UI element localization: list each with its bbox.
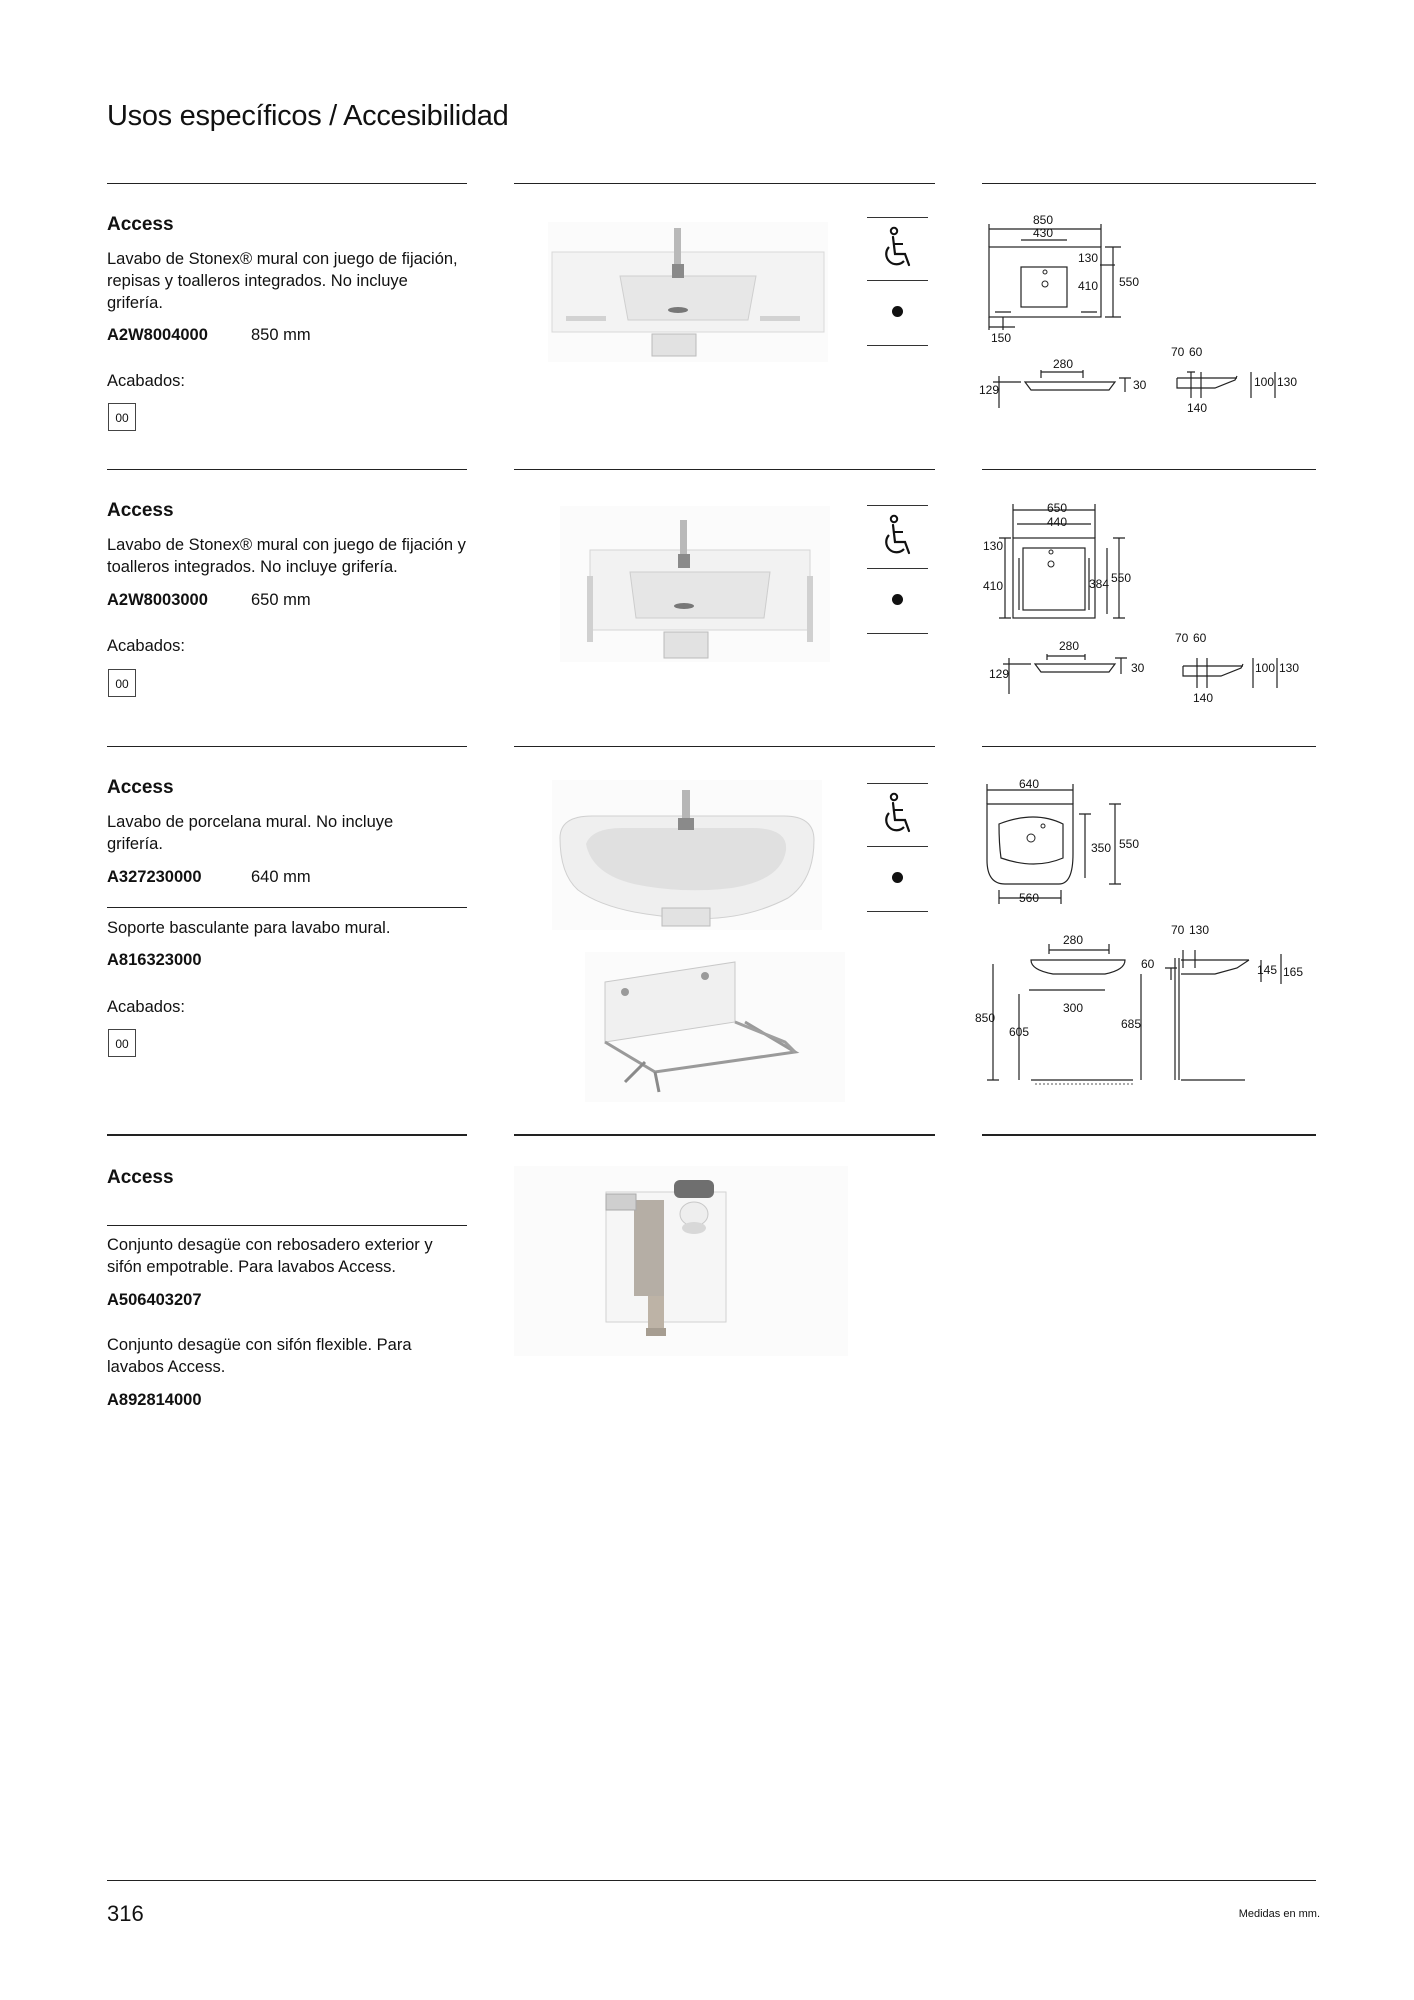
product-photo-basin-850 [548, 222, 828, 362]
dim-label: 129 [989, 667, 1010, 681]
technical-drawing-650 [975, 498, 1315, 708]
footnote: Medidas en mm. [1238, 1908, 1320, 1920]
wheelchair-icon [867, 217, 928, 280]
dim-label: 30 [1133, 378, 1147, 392]
accessory-code: A816323000 [107, 951, 202, 969]
item-divider [107, 1225, 467, 1226]
dim-label: 60 [1141, 957, 1155, 971]
section-divider [982, 746, 1316, 747]
section-divider [107, 183, 467, 184]
item-divider [107, 907, 467, 908]
dim-label: 550 [1111, 571, 1132, 585]
product-description: Lavabo de Stonex® mural con juego de fijación y toalleros integrados. No incluye grifería. [107, 536, 466, 576]
dim-label: 650 [1047, 501, 1068, 515]
section-divider [107, 1134, 467, 1136]
dim-label: 440 [1047, 515, 1068, 529]
dim-label: 685 [1121, 1017, 1142, 1031]
section-divider [982, 469, 1316, 470]
section-divider [514, 1134, 935, 1136]
dim-label: 130 [1279, 661, 1300, 675]
dim-label: 130 [983, 539, 1004, 553]
dim-label: 100 [1255, 661, 1276, 675]
dim-label: 100 [1254, 375, 1275, 389]
product-photo-tilting-support [585, 952, 845, 1102]
accessory-description: Soporte basculante para lavabo mural. [107, 919, 391, 937]
dim-label: 550 [1119, 275, 1140, 289]
product-photo-porcelain-basin [552, 780, 822, 930]
page-number: 316 [107, 1901, 144, 1926]
dim-label: 70 [1171, 923, 1185, 937]
dim-label: 140 [1193, 691, 1214, 705]
product-size: 650 mm [251, 591, 311, 609]
product-photo-basin-650 [560, 506, 830, 662]
product-code: A2W8004000 [107, 326, 208, 344]
filled-dot-icon [867, 846, 928, 909]
product-description: Lavabo de porcelana mural. No incluye grifería. [107, 813, 394, 853]
section-divider [107, 746, 467, 747]
section-divider [107, 469, 467, 470]
product-code: A2W8003000 [107, 591, 208, 609]
item-description: Conjunto desagüe con rebosadero exterior y sifón empotrable. Para lavabos Access. [107, 1236, 433, 1276]
dim-label: 560 [1019, 891, 1040, 905]
product-name: Access [107, 777, 174, 798]
wheelchair-icon [867, 505, 928, 568]
item-description: Conjunto desagüe con sifón flexible. Para lavabos Access. [107, 1336, 412, 1376]
item-code: A506403207 [107, 1291, 202, 1309]
dim-label: 130 [1277, 375, 1298, 389]
dim-label: 165 [1283, 965, 1304, 979]
section-divider [514, 469, 935, 470]
dim-label: 70 [1171, 345, 1185, 359]
dim-label: 140 [1187, 401, 1208, 412]
finish-swatch[interactable]: 00 [108, 1029, 136, 1057]
dim-label: 350 [1091, 841, 1112, 855]
finish-swatch[interactable]: 00 [108, 403, 136, 431]
dim-label: 30 [1131, 661, 1145, 675]
product-size: 850 mm [251, 326, 311, 344]
dim-label: 70 [1175, 631, 1189, 645]
filled-dot-icon [867, 280, 928, 343]
product-code: A327230000 [107, 868, 202, 886]
dim-label: 280 [1059, 639, 1080, 653]
section-divider [982, 1134, 1316, 1136]
dim-label: 150 [991, 331, 1012, 345]
dim-label: 384 [1089, 577, 1110, 591]
dim-label: 410 [983, 579, 1004, 593]
dim-label: 130 [1189, 923, 1210, 937]
finishes-label: Acabados: [107, 637, 185, 655]
footer-divider [107, 1880, 1316, 1881]
page-title: Usos específicos / Accesibilidad [107, 100, 509, 132]
product-description: Lavabo de Stonex® mural con juego de fijación, repisas y toalleros integrados. No incluye grifería. [107, 250, 458, 312]
wheelchair-icon [867, 783, 928, 846]
technical-drawing-850 [975, 212, 1315, 412]
dim-label: 605 [1009, 1025, 1030, 1039]
dim-label: 850 [975, 1011, 996, 1025]
filled-dot-icon [867, 568, 928, 631]
product-photo-drain-set [514, 1166, 848, 1356]
dim-label: 130 [1078, 251, 1099, 265]
dim-label: 430 [1033, 226, 1054, 240]
section-divider [982, 183, 1316, 184]
section-divider [514, 183, 935, 184]
dim-label: 550 [1119, 837, 1140, 851]
dim-label: 640 [1019, 777, 1040, 791]
dim-label: 280 [1063, 933, 1084, 947]
dim-label: 300 [1063, 1001, 1084, 1015]
item-code: A892814000 [107, 1391, 202, 1409]
dim-label: 60 [1193, 631, 1207, 645]
dim-label: 850 [1033, 213, 1054, 227]
dim-label: 60 [1189, 345, 1203, 359]
section-divider [514, 746, 935, 747]
finishes-label: Acabados: [107, 372, 185, 390]
dim-label: 280 [1053, 357, 1074, 371]
finish-swatch[interactable]: 00 [108, 669, 136, 697]
product-name: Access [107, 500, 174, 521]
product-name: Access [107, 214, 174, 235]
technical-drawing-640 [975, 774, 1315, 1086]
dim-label: 129 [979, 383, 1000, 397]
dim-label: 145 [1257, 963, 1278, 977]
product-size: 640 mm [251, 868, 311, 886]
dim-label: 410 [1078, 279, 1099, 293]
finishes-label: Acabados: [107, 998, 185, 1016]
product-name: Access [107, 1167, 174, 1188]
